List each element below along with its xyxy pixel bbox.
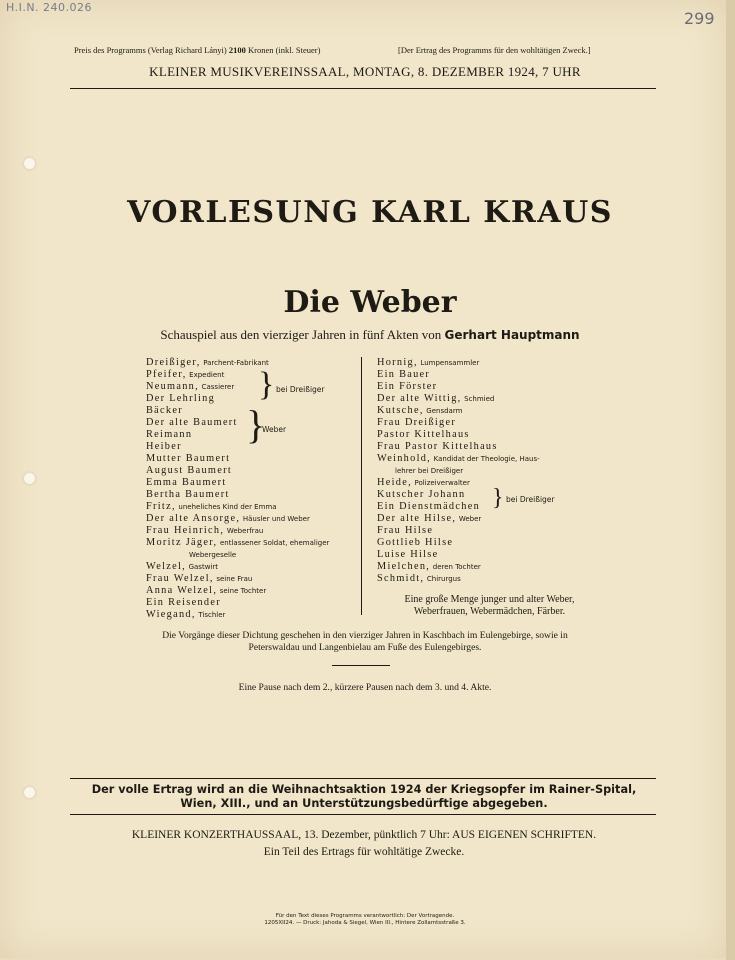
cast-name: Ein Förster xyxy=(377,381,438,392)
cast-member xyxy=(146,501,361,513)
crowd-note: Eine große Menge junger und alter Weber, Weberfrauen, Webermädchen, Färber. xyxy=(404,594,575,617)
cast-name: Ein Reisender xyxy=(146,597,221,608)
cast-member xyxy=(146,573,361,585)
cast-member xyxy=(377,573,592,585)
cast-description: seine Frau xyxy=(216,575,253,583)
cast-list-right xyxy=(377,357,592,585)
cast-member xyxy=(377,393,592,405)
cast-member xyxy=(377,501,592,513)
header-rule xyxy=(70,88,656,89)
cast-name: Der alte Ansorge, xyxy=(146,513,241,524)
brace: } xyxy=(246,402,266,447)
cast-name: Frau Pastor Kittelhaus xyxy=(377,441,498,452)
cast-name: Ein Bauer xyxy=(377,369,431,380)
cast-name: Dreißiger, xyxy=(146,357,201,368)
cast-name: Gottlieb Hilse xyxy=(377,537,454,548)
proceeds-box xyxy=(74,783,654,811)
cast-name: Kutscher Johann xyxy=(377,489,466,500)
cast-description: Weberfrau xyxy=(226,527,264,535)
cast-member xyxy=(377,513,592,525)
cast-description: Gastwirt xyxy=(188,563,218,571)
cast-name: Kutsche, xyxy=(377,405,424,416)
cast-member xyxy=(146,369,361,381)
cast-name: Heide, xyxy=(377,477,412,488)
archive-mark: H.I.N. 240.026 xyxy=(6,1,93,14)
next-event xyxy=(74,827,654,861)
price-note: Preis des Programms (Verlag Richard Lányi) 2100 Kronen (inkl. Steuer) xyxy=(74,45,321,55)
cast-member xyxy=(377,381,592,393)
cast-member xyxy=(377,549,592,561)
cast-name: Neumann, xyxy=(146,381,200,392)
cast-name: Pfeifer, xyxy=(146,369,187,380)
pencil-page-number: 299 xyxy=(684,9,715,28)
cast-member xyxy=(377,453,592,477)
venue-line: KLEINER MUSIKVEREINSSAAL, MONTAG, 8. DEZEMBER 1924, 7 UHR xyxy=(149,64,581,79)
cast-member xyxy=(146,357,361,369)
cast-name: Schmidt, xyxy=(377,573,425,584)
proceeds-line: Der volle Ertrag wird an die Weihnachtsaktion 1924 der Kriegsopfer im Rainer-Spital, xyxy=(91,783,637,796)
cast-name: Ein Dienstmädchen xyxy=(377,501,481,512)
cast-name: Mielchen, xyxy=(377,561,431,572)
cast-name: Pastor Kittelhaus xyxy=(377,429,470,440)
brace-label-bei-dreissiger: bei Dreißiger xyxy=(276,385,325,394)
cast-name: Bäcker xyxy=(146,405,183,416)
cast-description-cont: Webergeselle xyxy=(189,551,237,559)
pause-note: Eine Pause nach dem 2., kürzere Pausen nach dem 3. und 4. Akte. xyxy=(238,682,492,693)
author-name: Gerhart Hauptmann xyxy=(444,328,580,342)
cast-member xyxy=(377,561,592,573)
cast-description: seine Tochter xyxy=(219,587,267,595)
cast-member xyxy=(146,561,361,573)
cast-list-left xyxy=(146,357,361,621)
paper-edge xyxy=(726,0,735,960)
cast-member xyxy=(146,597,361,609)
cast-name: Moritz Jäger, xyxy=(146,537,218,548)
cast-name: Welzel, xyxy=(146,561,187,572)
cast-description: Kandidat der Theologie, Haus- xyxy=(433,455,540,463)
cast-description: Parchent-Fabrikant xyxy=(203,359,269,367)
play-title: Die Weber xyxy=(283,285,457,320)
cast-description: Chirurgus xyxy=(426,575,461,583)
cast-name: Der alte Baumert xyxy=(146,417,238,428)
cast-member xyxy=(146,585,361,597)
cast-member xyxy=(146,537,361,561)
brace-label-weber: Weber xyxy=(262,425,287,434)
proceeds-line: Wien, XIII., und an Unterstützungsbedürftige abgegeben. xyxy=(180,797,548,810)
cast-name: Reimann xyxy=(146,429,193,440)
cast-description: Gensdarm xyxy=(426,407,463,415)
cast-member xyxy=(377,525,592,537)
cast-description: Schmied xyxy=(464,395,495,403)
cast-name: Bertha Baumert xyxy=(146,489,230,500)
cast-member xyxy=(146,489,361,501)
punch-hole xyxy=(24,158,35,169)
cast-name: Frau Dreißiger xyxy=(377,417,457,428)
cast-name: Frau Hilse xyxy=(377,525,434,536)
proceeds-top-rule xyxy=(70,778,656,779)
cast-member xyxy=(146,513,361,525)
cast-description: Weber xyxy=(458,515,482,523)
brace: } xyxy=(258,366,275,403)
cast-member xyxy=(377,477,592,489)
cast-name: Frau Heinrich, xyxy=(146,525,225,536)
cast-name: Luise Hilse xyxy=(377,549,439,560)
cast-member xyxy=(146,453,361,465)
cast-name: Der alte Wittig, xyxy=(377,393,462,404)
main-title: VORLESUNG KARL KRAUS xyxy=(127,195,613,230)
brace: } xyxy=(492,485,504,511)
cast-name: Der alte Hilse, xyxy=(377,513,457,524)
next-event-note: Ein Teil des Ertrags für wohltätige Zwecke. xyxy=(263,846,465,858)
cast-description: Lumpensammler xyxy=(420,359,480,367)
cast-member xyxy=(146,381,361,393)
play-subtitle: Schauspiel aus den vierziger Jahren in fünf Akten von Gerhart Hauptmann xyxy=(160,327,580,342)
punch-hole xyxy=(24,473,35,484)
cast-name: Emma Baumert xyxy=(146,477,227,488)
punch-hole xyxy=(24,787,35,798)
brace-label-bei-dreissiger: bei Dreißiger xyxy=(506,495,555,504)
cast-description-cont: lehrer bei Dreißiger xyxy=(395,467,464,475)
cast-name: Weinhold, xyxy=(377,453,432,464)
proceeds-bottom-rule xyxy=(70,814,656,815)
cast-name: Heiber xyxy=(146,441,182,452)
proceeds-note: [Der Ertrag des Programms für den wohltätigen Zweck.] xyxy=(398,45,591,55)
cast-member xyxy=(377,357,592,369)
cast-member xyxy=(377,405,592,417)
cast-name: Wiegand, xyxy=(146,609,196,620)
cast-description: Häusler und Weber xyxy=(242,515,310,523)
cast-member xyxy=(377,429,592,441)
cast-description: entlassener Soldat, ehemaliger xyxy=(219,539,330,547)
cast-name: August Baumert xyxy=(146,465,232,476)
cast-divider xyxy=(361,357,362,615)
cast-member xyxy=(377,369,592,381)
cast-name: Hornig, xyxy=(377,357,418,368)
cast-member xyxy=(377,417,592,429)
cast-name: Mutter Baumert xyxy=(146,453,231,464)
cast-member xyxy=(146,525,361,537)
cast-description: uneheliches Kind der Emma xyxy=(178,503,277,511)
setting-note: Die Vorgänge dieser Dichtung geschehen in den vierziger Jahren in Kaschbach im Eulengebirge, sowie in Peterswaldau und Langenbielau am Fuße des Eulengebirges. xyxy=(162,630,568,653)
cast-name: Anna Welzel, xyxy=(146,585,218,596)
cast-description: Tischler xyxy=(198,611,226,619)
cast-member xyxy=(146,609,361,621)
cast-description: Expedient xyxy=(189,371,225,379)
cast-description: Polizeiverwalter xyxy=(414,479,470,487)
cast-name: Frau Welzel, xyxy=(146,573,214,584)
cast-name: Fritz, xyxy=(146,501,176,512)
cast-name: Der Lehrling xyxy=(146,393,216,404)
next-event-line: KLEINER KONZERTHAUSSAAL, 13. Dezember, pünktlich 7 Uhr: AUS EIGENEN SCHRIFTEN. xyxy=(131,829,597,841)
cast-member xyxy=(377,441,592,453)
short-divider xyxy=(332,665,390,666)
cast-member xyxy=(146,465,361,477)
cast-description: Cassierer xyxy=(201,383,235,391)
cast-description: deren Tochter xyxy=(432,563,481,571)
cast-member xyxy=(377,489,592,501)
cast-member xyxy=(377,537,592,549)
cast-member xyxy=(146,477,361,489)
printer-footer: Für den Text dieses Programms verantwortlich: Der Vortragende. 1205XII24. — Druck: Jahoda & Siegel, Wien III., Hintere Zollamtsstraße 3. xyxy=(264,913,466,926)
